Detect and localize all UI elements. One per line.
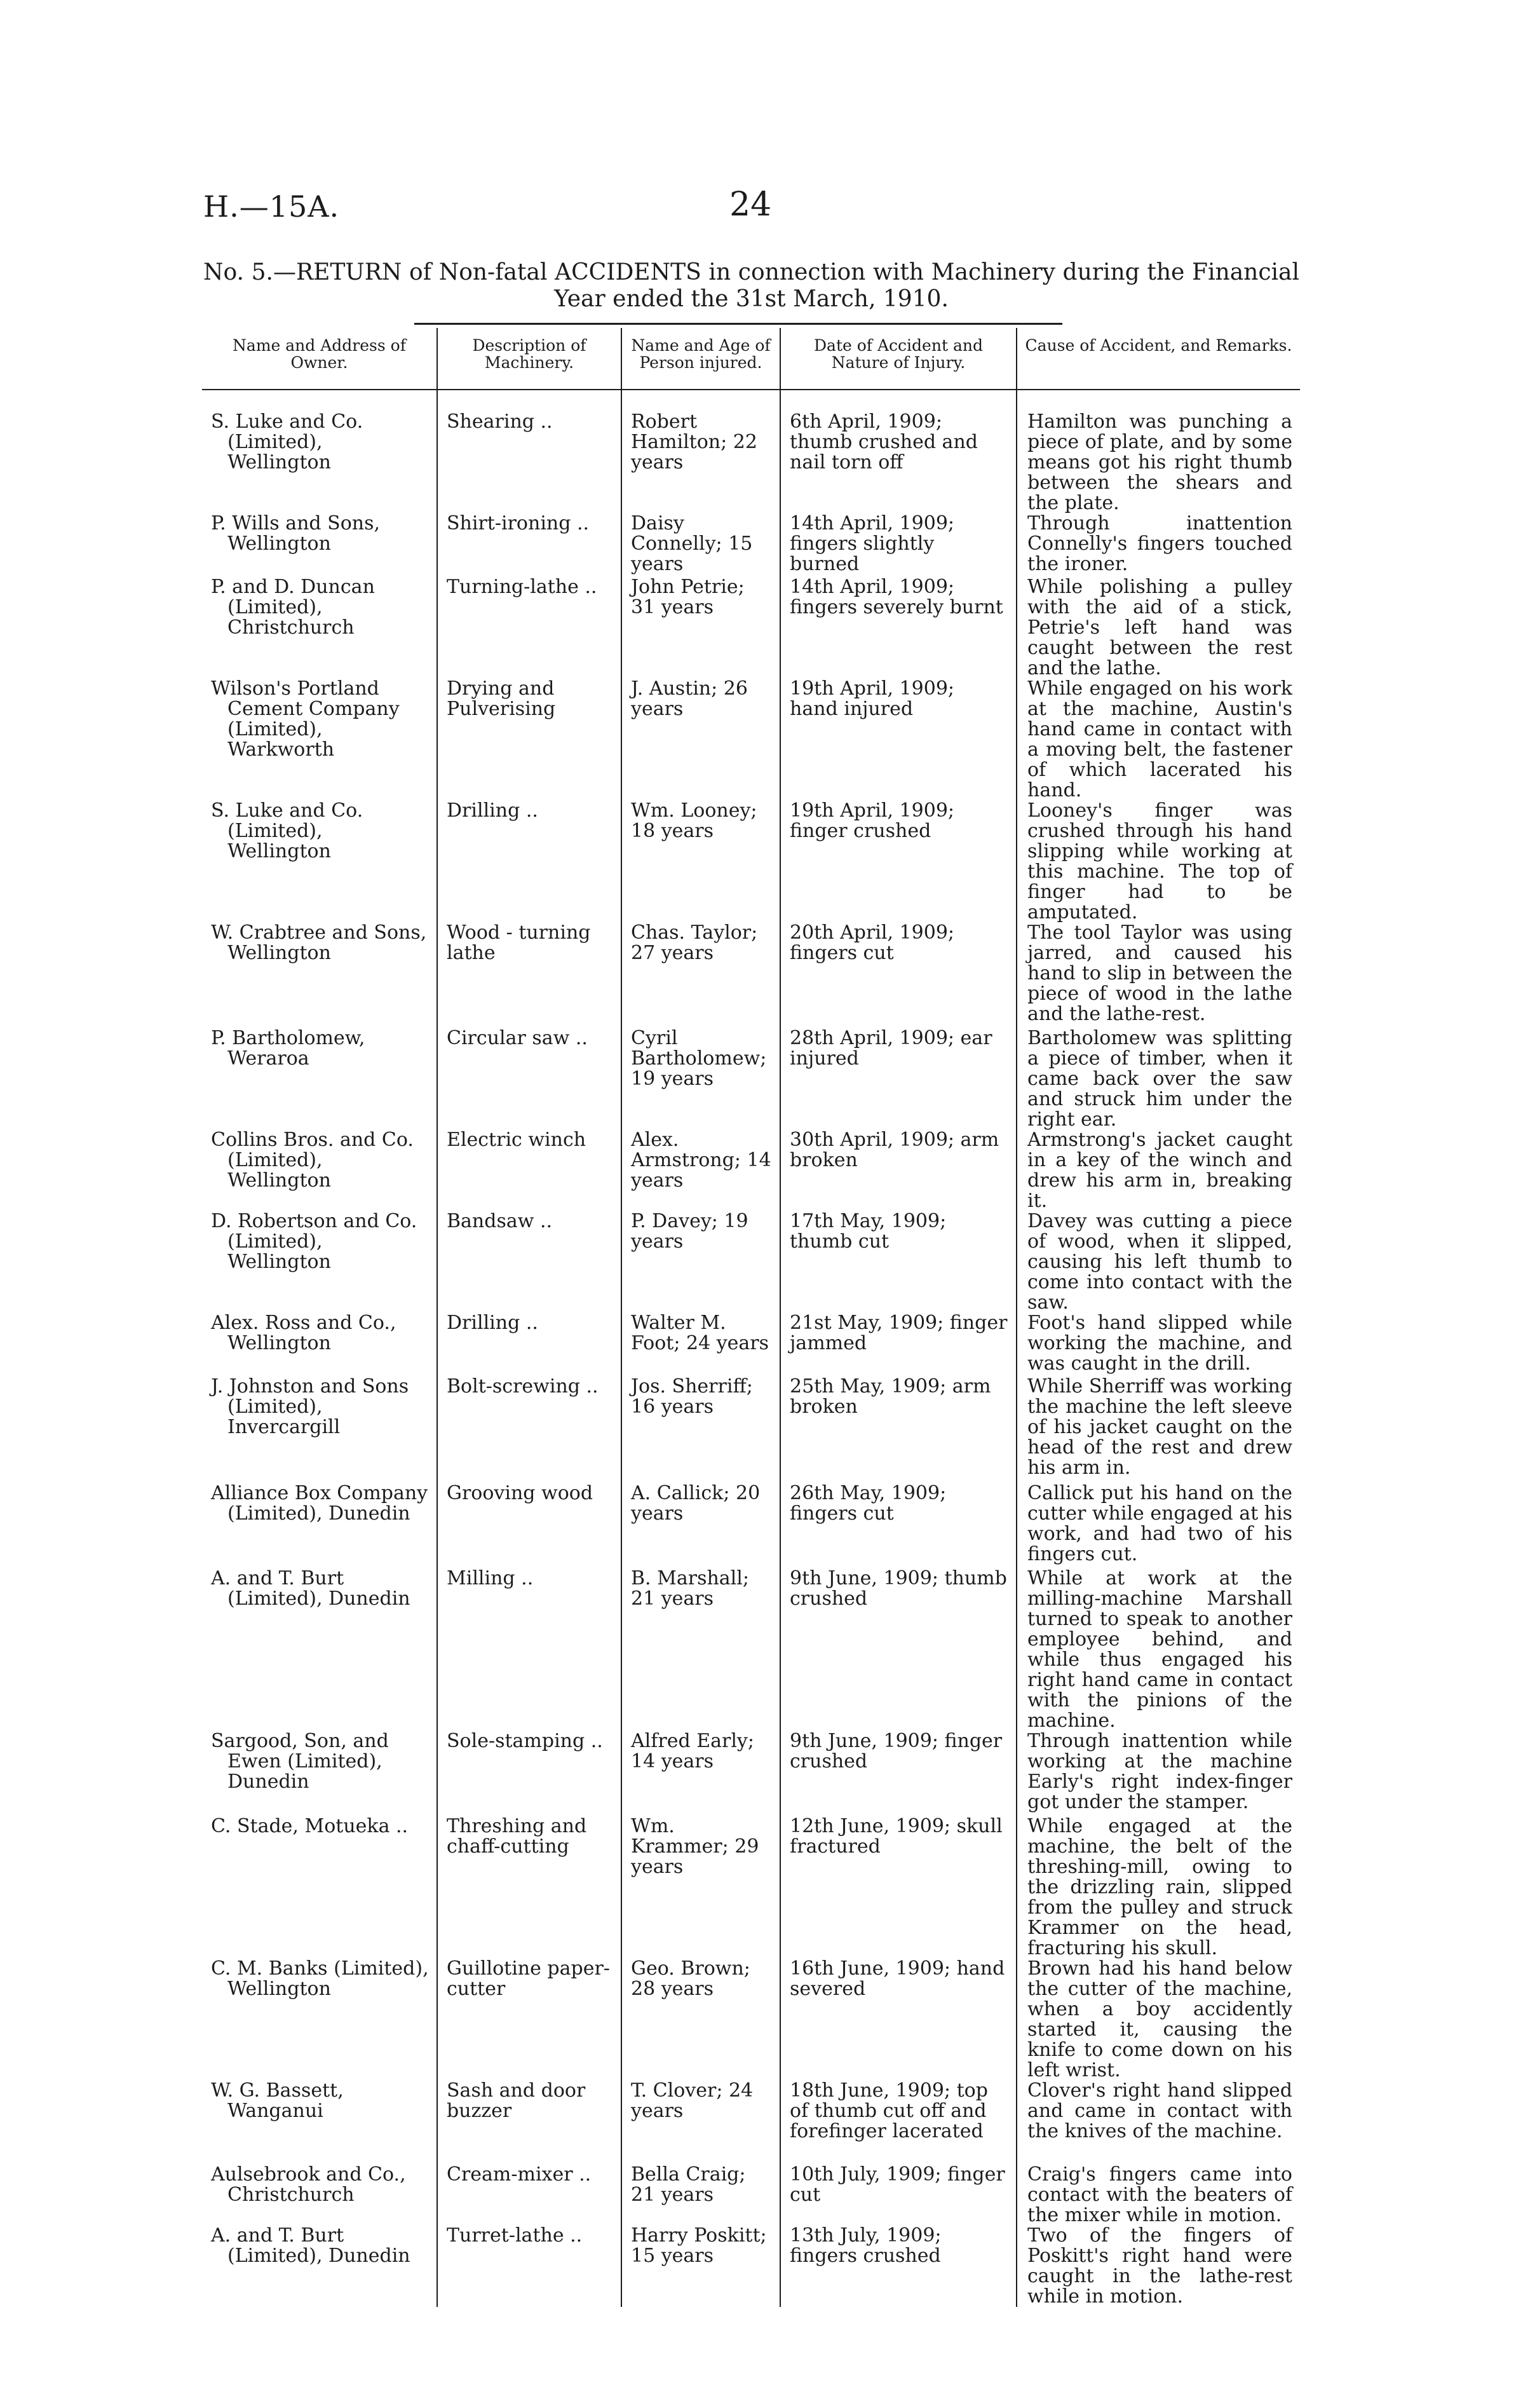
cell-date: 13th July, 1909; fingers crushed	[780, 2226, 1017, 2307]
cell-date: 14th April, 1909; fingers severely burnt	[780, 577, 1017, 679]
cell-date: 30th April, 1909; arm broken	[780, 1130, 1017, 1211]
table-row	[202, 1568, 1300, 1731]
cell-owner	[202, 1028, 437, 1130]
cell-machinery: Drilling ..	[437, 1313, 621, 1377]
page-number: 24	[729, 186, 772, 224]
cell-cause: Brown had his hand below the cutter of the machine, when a boy accidently started it, causing the knife to come down on his left wrist.	[1017, 1959, 1300, 2081]
cell-cause: While polishing a pulley with the aid of a stick, Petrie's left hand was caught between the rest and the lathe.	[1017, 577, 1300, 679]
cell-owner	[202, 801, 437, 923]
table-row	[202, 1211, 1300, 1313]
cell-person: T. Clover; 24 years	[621, 2081, 780, 2165]
cell-owner	[202, 1816, 437, 1959]
header-spacer	[202, 390, 1300, 412]
table-row	[202, 1816, 1300, 1959]
cell-owner	[202, 2226, 437, 2307]
owner-text: P. Bartholomew, Weraroa	[211, 1027, 365, 1070]
table-row	[202, 1130, 1300, 1211]
cell-date: 9th June, 1909; thumb crushed	[780, 1568, 1017, 1731]
table-row	[202, 1483, 1300, 1568]
cell-owner	[202, 1130, 437, 1211]
cell-owner	[202, 1211, 437, 1313]
cell-date: 18th June, 1909; top of thumb cut off and forefinger lacerated	[780, 2081, 1017, 2165]
cell-owner	[202, 923, 437, 1028]
cell-cause: Davey was cutting a piece of wood, when it slipped, causing his left thumb to come into contact with the saw.	[1017, 1211, 1300, 1313]
table-row	[202, 1028, 1300, 1130]
table-row	[202, 577, 1300, 679]
cell-person: Alex. Armstrong; 14 years	[621, 1130, 780, 1211]
cell-date: 16th June, 1909; hand severed	[780, 1959, 1017, 2081]
cell-owner	[202, 1313, 437, 1377]
cell-person: Walter M. Foot; 24 years	[621, 1313, 780, 1377]
cell-machinery: Guillotine paper-cutter	[437, 1959, 621, 2081]
cell-date: 19th April, 1909; hand injured	[780, 679, 1017, 801]
cell-cause: Foot's hand slipped while working the machine, and was caught in the drill.	[1017, 1313, 1300, 1377]
cell-machinery: Sole-stamping ..	[437, 1731, 621, 1816]
cell-cause: The tool Taylor was using jarred, and caused his hand to slip in between the piece of wood in the lathe and the lathe-rest.	[1017, 923, 1300, 1028]
cell-date: 26th May, 1909; fingers cut	[780, 1483, 1017, 1568]
owner-text: A. and T. Burt (Limited), Dunedin	[211, 1567, 410, 1610]
cell-date: 12th June, 1909; skull fractured	[780, 1816, 1017, 1959]
cell-machinery: Cream-mixer ..	[437, 2165, 621, 2226]
cell-cause: Through inattention Connelly's fingers touched the ironer.	[1017, 514, 1300, 577]
owner-text: C. Stade, Motueka ..	[211, 1815, 409, 1837]
cell-machinery: Turret-lathe ..	[437, 2226, 621, 2307]
cell-person: Chas. Taylor; 27 years	[621, 923, 780, 1028]
cell-cause: Bartholomew was splitting a piece of timber, when it came back over the saw and struck him under the right ear.	[1017, 1028, 1300, 1130]
cell-machinery: Wood - turning lathe	[437, 923, 621, 1028]
cell-machinery: Shearing ..	[437, 412, 621, 514]
cell-cause: While engaged at the machine, the belt of the threshing-mill, owing to the drizzling rain, slipped from the pulley and struck Krammer on the head, fracturing his skull.	[1017, 1816, 1300, 1959]
cell-date: 19th April, 1909; finger crushed	[780, 801, 1017, 923]
cell-machinery: Threshing and chaff-cutting	[437, 1816, 621, 1959]
owner-text: S. Luke and Co. (Limited), Wellington	[211, 411, 363, 473]
cell-cause: While Sherriff was working the machine the left sleeve of his jacket caught on the head of the rest and drew his arm in.	[1017, 1377, 1300, 1483]
cell-machinery: Drying and Pulverising	[437, 679, 621, 801]
cell-owner	[202, 1731, 437, 1816]
table-row	[202, 679, 1300, 801]
cell-machinery: Circular saw ..	[437, 1028, 621, 1130]
cell-date: 20th April, 1909; fingers cut	[780, 923, 1017, 1028]
table-row	[202, 412, 1300, 514]
cell-date: 17th May, 1909; thumb cut	[780, 1211, 1017, 1313]
table-row	[202, 1377, 1300, 1483]
cell-owner	[202, 577, 437, 679]
cell-person: B. Marshall; 21 years	[621, 1568, 780, 1731]
cell-owner	[202, 1377, 437, 1483]
cell-person: Jos. Sherriff; 16 years	[621, 1377, 780, 1483]
cell-person: Geo. Brown; 28 years	[621, 1959, 780, 2081]
accidents-table	[202, 328, 1300, 2307]
table-row	[202, 1731, 1300, 1816]
table-row	[202, 923, 1300, 1028]
cell-person: Bella Craig; 21 years	[621, 2165, 780, 2226]
owner-text: W. Crabtree and Sons, Wellington	[211, 922, 427, 964]
cell-owner	[202, 1483, 437, 1568]
col-header-machinery: Description of Machinery.	[437, 328, 621, 390]
cell-owner	[202, 679, 437, 801]
cell-owner	[202, 2165, 437, 2226]
owner-text: P. Wills and Sons, Wellington	[211, 512, 381, 555]
owner-text: A. and T. Burt (Limited), Dunedin	[211, 2224, 410, 2267]
cell-date: 6th April, 1909; thumb crushed and nail torn off	[780, 412, 1017, 514]
cell-person: Harry Poskitt; 15 years	[621, 2226, 780, 2307]
table-row	[202, 2081, 1300, 2165]
owner-text: Alex. Ross and Co., Wellington	[211, 1312, 396, 1354]
table-body	[202, 390, 1300, 2307]
cell-owner	[202, 2081, 437, 2165]
owner-text: Alliance Box Company (Limited), Dunedin	[211, 1482, 428, 1525]
cell-cause: Armstrong's jacket caught in a key of the winch and drew his arm in, breaking it.	[1017, 1130, 1300, 1211]
cell-person: J. Austin; 26 years	[621, 679, 780, 801]
cell-date: 14th April, 1909; fingers slightly burned	[780, 514, 1017, 577]
table-title-text: RETURN of Non-fatal ACCIDENTS in connection with Machinery during the Financial Year ended the 31st March, 1910.	[296, 259, 1300, 312]
cell-date: 9th June, 1909; finger crushed	[780, 1731, 1017, 1816]
cell-machinery: Shirt-ironing ..	[437, 514, 621, 577]
cell-cause: Looney's finger was crushed through his hand slipping while working at this machine. The top of finger had to be amputated.	[1017, 801, 1300, 923]
owner-text: J. Johnston and Sons (Limited), Invercargill	[211, 1375, 409, 1438]
cell-machinery: Milling ..	[437, 1568, 621, 1731]
owner-text: Wilson's Portland Cement Company (Limited), Warkworth	[211, 677, 400, 761]
cell-cause: Clover's right hand slipped and came in contact with the knives of the machine.	[1017, 2081, 1300, 2165]
cell-date: 25th May, 1909; arm broken	[780, 1377, 1017, 1483]
owner-text: Sargood, Son, and Ewen (Limited), Dunedin	[211, 1730, 389, 1793]
table-row	[202, 1313, 1300, 1377]
cell-machinery: Drilling ..	[437, 801, 621, 923]
page-identifier: H.—15A.	[203, 189, 340, 224]
table-number: No. 5.—	[203, 259, 297, 285]
cell-cause: Craig's fingers came into contact with the beaters of the mixer while in motion.	[1017, 2165, 1300, 2226]
cell-owner	[202, 412, 437, 514]
cell-person: John Petrie; 31 years	[621, 577, 780, 679]
col-header-person: Name and Age of Person injured.	[621, 328, 780, 390]
cell-cause: Hamilton was punching a piece of plate, and by some means got his right thumb between the shears and the plate.	[1017, 412, 1300, 514]
cell-date: 10th July, 1909; finger cut	[780, 2165, 1017, 2226]
cell-cause: Callick put his hand on the cutter while engaged at his work, and had two of his fingers cut.	[1017, 1483, 1300, 1568]
cell-owner	[202, 514, 437, 577]
cell-machinery: Turning-lathe ..	[437, 577, 621, 679]
cell-cause: While at work at the milling-machine Marshall turned to speak to another employee behind, and while thus engaged his right hand came in contact with the pinions of the machine.	[1017, 1568, 1300, 1731]
cell-person: Daisy Connelly; 15 years	[621, 514, 780, 577]
table-row	[202, 2226, 1300, 2307]
table-row	[202, 1959, 1300, 2081]
cell-owner	[202, 1959, 437, 2081]
cell-date: 28th April, 1909; ear injured	[780, 1028, 1017, 1130]
cell-machinery: Bolt-screwing ..	[437, 1377, 621, 1483]
cell-person: Alfred Early; 14 years	[621, 1731, 780, 1816]
cell-person: Cyril Bartholomew; 19 years	[621, 1028, 780, 1130]
cell-person: A. Callick; 20 years	[621, 1483, 780, 1568]
cell-person: Wm. Looney; 18 years	[621, 801, 780, 923]
cell-person: Robert Hamilton; 22 years	[621, 412, 780, 514]
table-row	[202, 514, 1300, 577]
cell-cause: Through inattention while working at the machine Early's right index-finger got under the stamper.	[1017, 1731, 1300, 1816]
cell-person: Wm. Krammer; 29 years	[621, 1816, 780, 1959]
cell-cause: While engaged on his work at the machine, Austin's hand came in contact with a moving belt, the fastener of which lacerated his hand.	[1017, 679, 1300, 801]
cell-machinery: Bandsaw ..	[437, 1211, 621, 1313]
owner-text: Aulsebrook and Co., Christchurch	[211, 2163, 406, 2206]
cell-cause: Two of the fingers of Poskitt's right hand were caught in the lathe-rest while in motion.	[1017, 2226, 1300, 2307]
table-header-row	[202, 328, 1300, 390]
title-rule	[414, 323, 1062, 325]
cell-machinery: Electric winch	[437, 1130, 621, 1211]
col-header-cause: Cause of Accident, and Remarks.	[1017, 328, 1300, 390]
table-title	[203, 259, 1299, 313]
owner-text: D. Robertson and Co. (Limited), Wellington	[211, 1210, 417, 1273]
owner-text: Collins Bros. and Co. (Limited), Wellington	[211, 1129, 414, 1192]
col-header-date: Date of Accident and Nature of Injury.	[780, 328, 1017, 390]
cell-person: P. Davey; 19 years	[621, 1211, 780, 1313]
cell-machinery: Grooving wood	[437, 1483, 621, 1568]
table-row	[202, 801, 1300, 923]
cell-machinery: Sash and door buzzer	[437, 2081, 621, 2165]
cell-owner	[202, 1568, 437, 1731]
owner-text: W. G. Bassett, Wanganui	[211, 2079, 344, 2122]
cell-date: 21st May, 1909; finger jammed	[780, 1313, 1017, 1377]
table-row	[202, 2165, 1300, 2226]
owner-text: P. and D. Duncan (Limited), Christchurch	[211, 576, 375, 639]
owner-text: C. M. Banks (Limited), Wellington	[211, 1957, 429, 2000]
owner-text: S. Luke and Co. (Limited), Wellington	[211, 799, 363, 862]
col-header-owner: Name and Address of Owner.	[202, 328, 437, 390]
